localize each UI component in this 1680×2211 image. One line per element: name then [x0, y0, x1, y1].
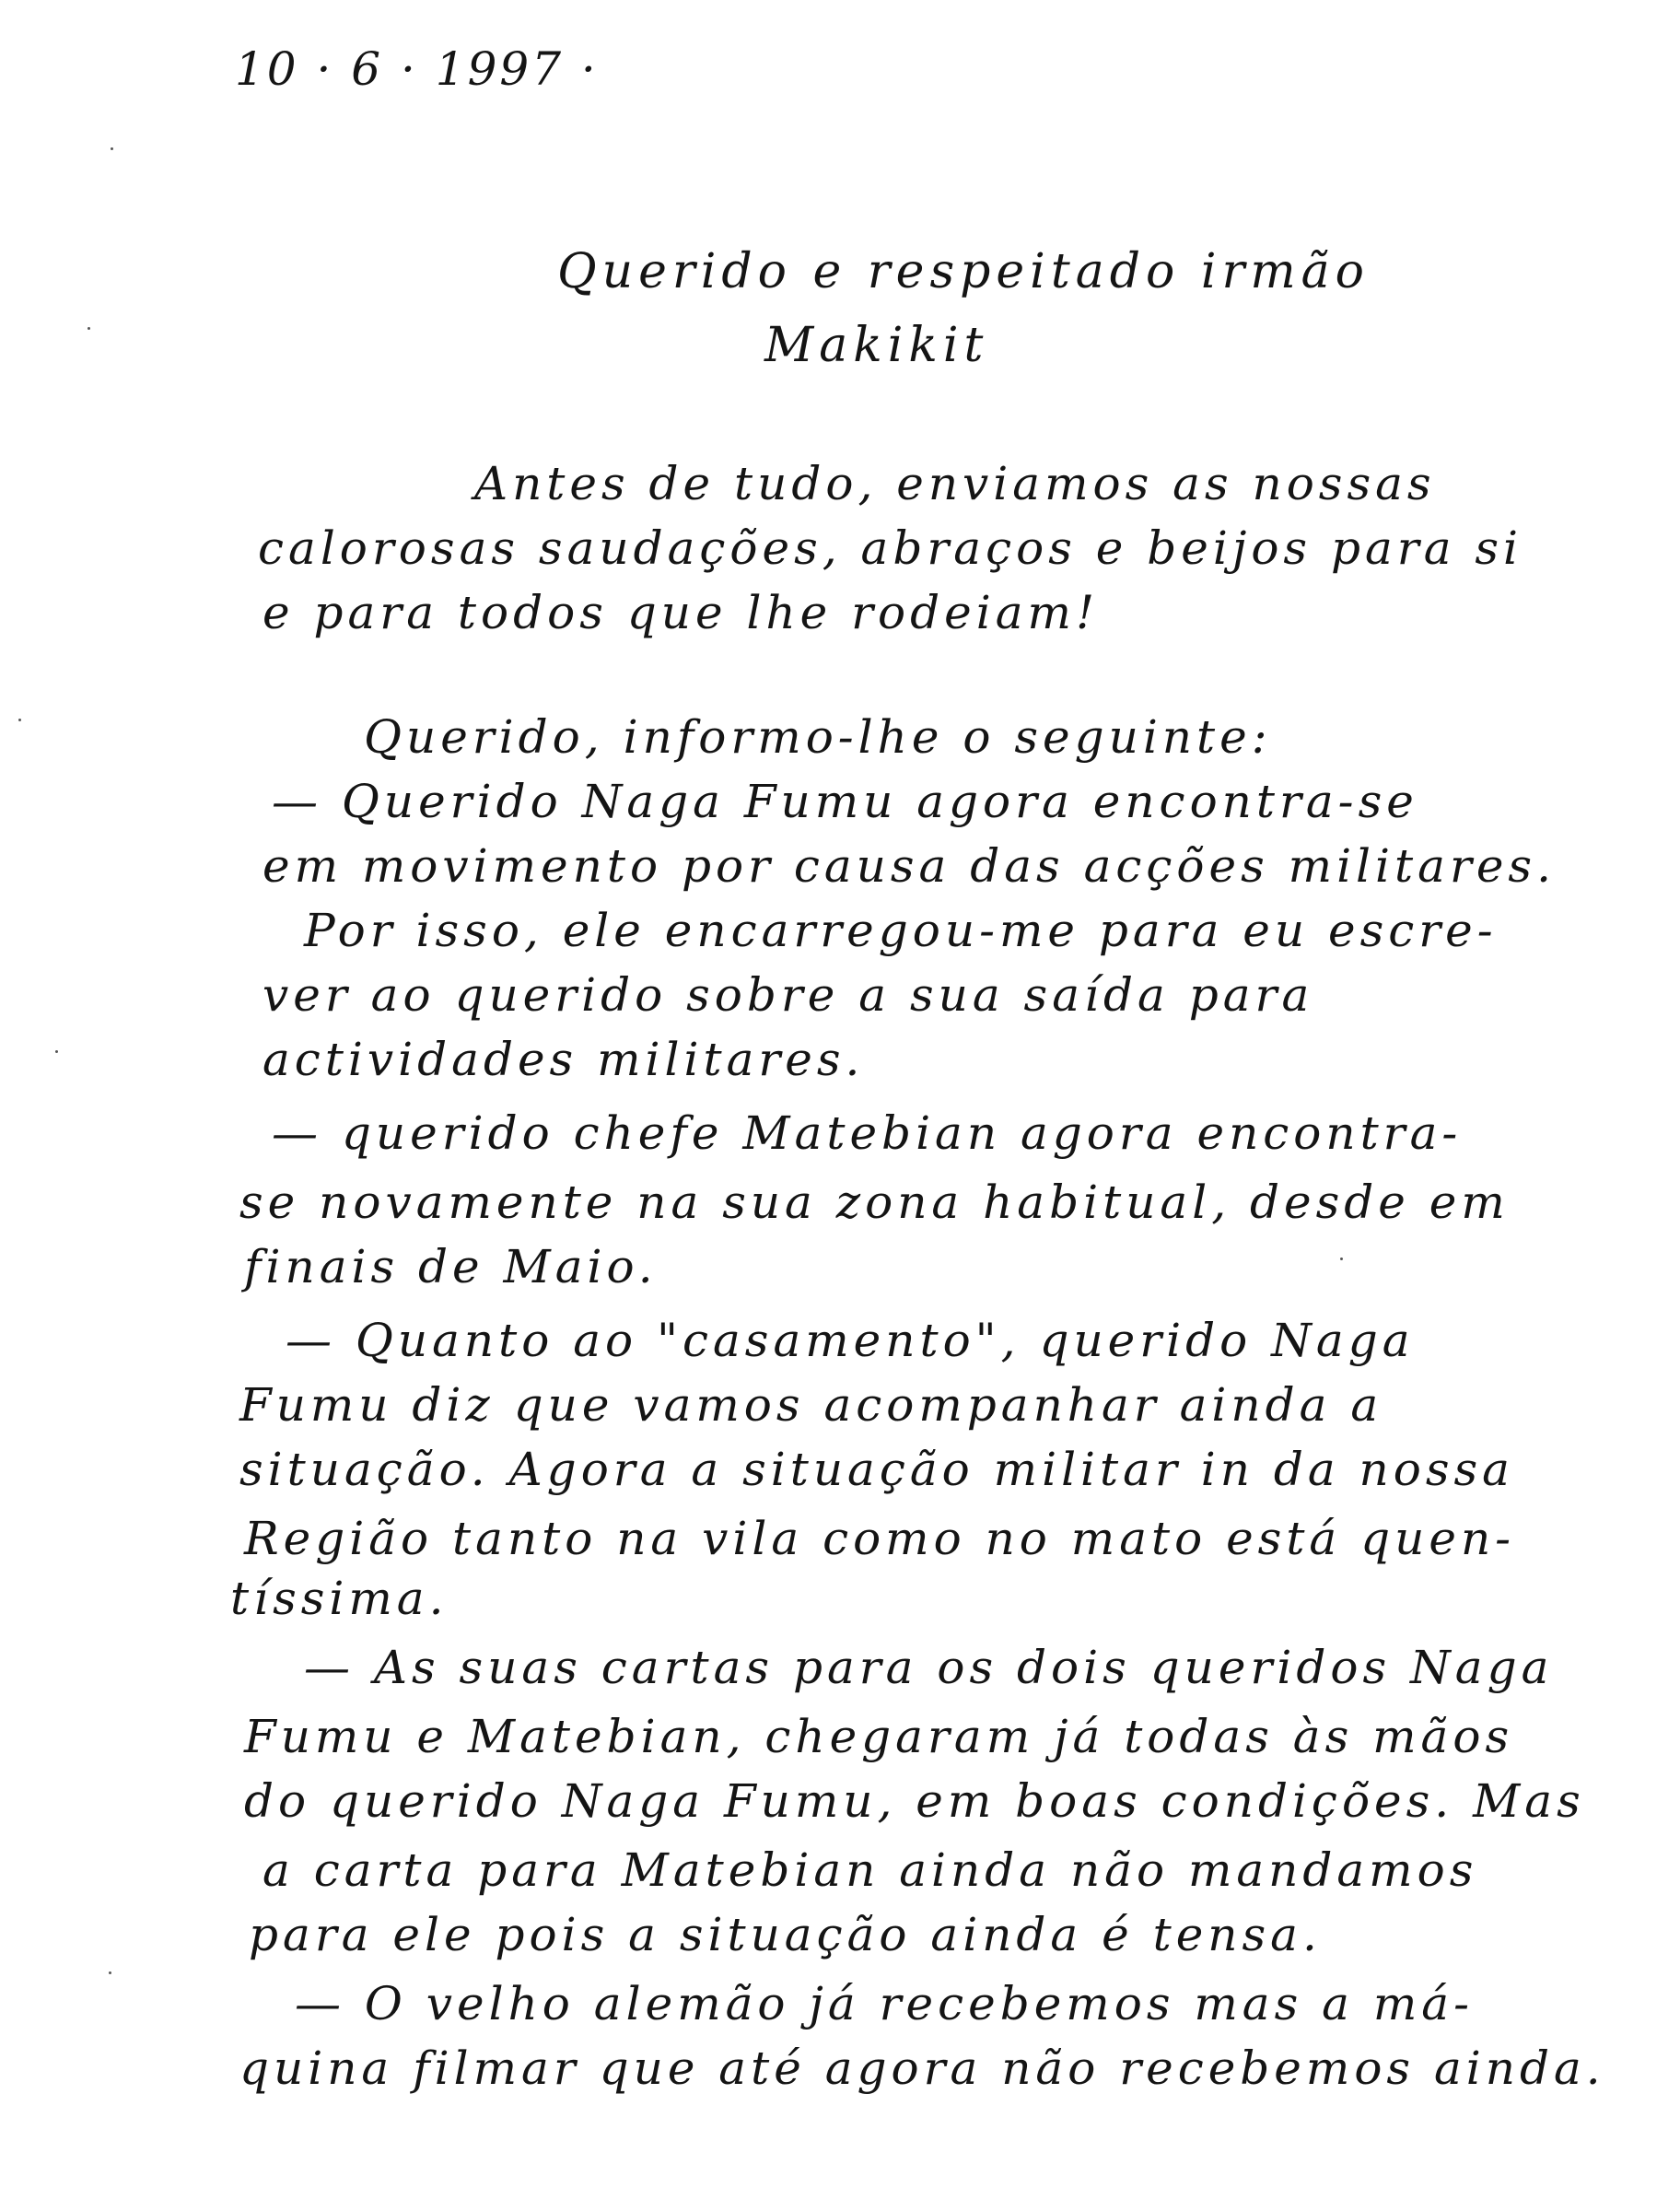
- text-line: Antes de tudo, enviamos as nossas: [474, 457, 1436, 510]
- text-line: para ele pois a situação ainda é tensa.: [249, 1908, 1322, 1961]
- text-line: em movimento por causa das acções militares.: [262, 839, 1556, 893]
- scan-speck: [18, 719, 21, 721]
- scan-speck: [1340, 1258, 1343, 1260]
- text-line: situação. Agora a situação militar in da nossa: [239, 1443, 1514, 1496]
- scan-speck: [111, 147, 113, 150]
- text-line: se novamente na sua zona habitual, desde em: [239, 1176, 1510, 1229]
- text-line: Por isso, ele encarregou-me para eu escre-: [304, 904, 1498, 957]
- text-line: Região tanto na vila como no mato está quen-: [244, 1512, 1516, 1565]
- text-line: Fumu diz que vamos acompanhar ainda a: [239, 1378, 1383, 1432]
- scan-speck: [55, 1050, 58, 1053]
- text-line: a carta para Matebian ainda não mandamos: [262, 1843, 1478, 1897]
- text-line: calorosas saudações, abraços e beijos para si: [258, 521, 1523, 575]
- scan-speck: [109, 1971, 111, 1974]
- text-line: — Quanto ao "casamento", querido Naga: [286, 1314, 1415, 1367]
- text-line: quina filmar que até agora não recebemos ainda.: [239, 2041, 1605, 2095]
- text-line: ver ao querido sobre a sua saída para: [262, 968, 1314, 1022]
- text-line: Fumu e Matebian, chegaram já todas às mãos: [244, 1710, 1514, 1763]
- greeting-line-1: Querido e respeitado irmão: [557, 244, 1370, 299]
- text-line: — querido chefe Matebian agora encontra-: [272, 1106, 1463, 1160]
- text-line: Querido, informo-lhe o seguinte:: [364, 710, 1272, 764]
- greeting-recipient: Makikit: [764, 318, 989, 373]
- text-line: actividades militares.: [262, 1033, 865, 1086]
- letter-date: 10 · 6 · 1997 ·: [235, 42, 599, 96]
- text-line: do querido Naga Fumu, em boas condições. Mas: [244, 1774, 1585, 1828]
- text-line: — Querido Naga Fumu agora encontra-se: [272, 775, 1418, 828]
- scan-speck: [88, 327, 90, 330]
- text-line: — O velho alemão já recebemos mas a má-: [295, 1977, 1474, 2030]
- text-line: tíssima.: [230, 1572, 449, 1625]
- text-line: e para todos que lhe rodeiam!: [262, 586, 1100, 639]
- text-line: — As suas cartas para os dois queridos Naga: [304, 1641, 1554, 1694]
- text-line: finais de Maio.: [244, 1240, 658, 1293]
